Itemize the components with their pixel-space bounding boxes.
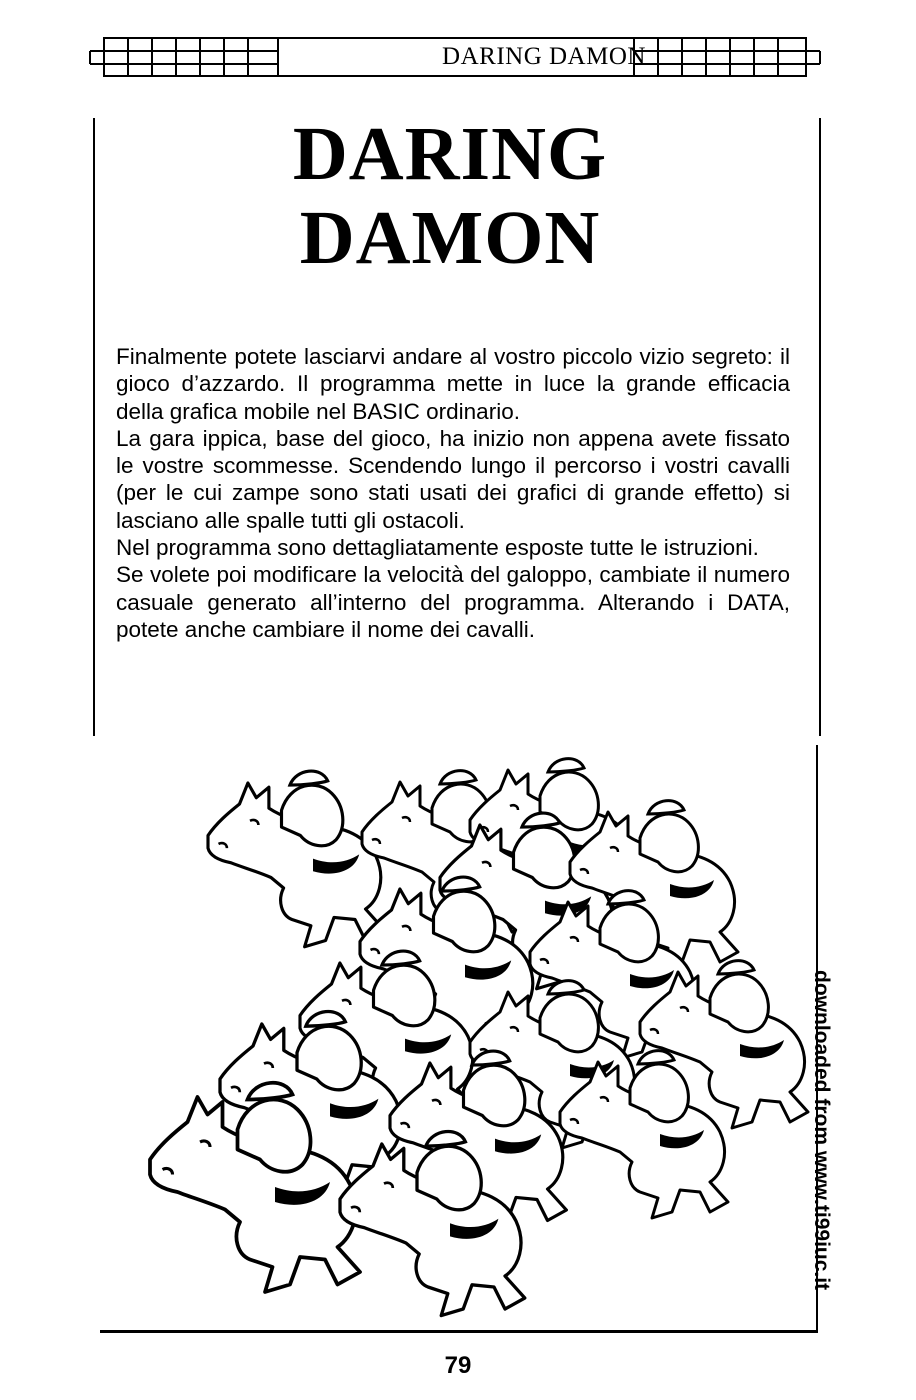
paragraph: Se volete poi modificare la velocità del galoppo, cambiate il numero casuale generato all’interno del programma. Alterando i DATA, potete anche cambiare il nome dei cavalli.: [116, 562, 790, 642]
chapter-title: [100, 112, 800, 280]
header-banner: [88, 36, 824, 78]
galloping-horses-drawing: [140, 742, 820, 1327]
page-number: 79: [444, 1352, 472, 1379]
body-text: [116, 343, 790, 643]
running-title: DARING DAMON: [442, 43, 646, 70]
paragraph: Nel programma sono dettagliatamente esposte tutte le istruzioni.: [116, 535, 759, 561]
paragraph: Finalmente potete lasciarvi andare al vostro piccolo vizio segreto: il gioco d’azzardo. Il programma mette in luce la grande efficacia della grafica mobile nel BASIC ordinario.: [116, 344, 790, 424]
right-margin-rule: [819, 118, 821, 736]
left-margin-rule: [93, 118, 95, 736]
horse-race-illustration: [140, 742, 820, 1327]
download-watermark: downloaded from www.ti99iuc.it: [810, 970, 833, 1291]
paragraph: La gara ippica, base del gioco, ha inizio non appena avete fissato le vostre scommesse. Scendendo lungo il percorso i vostri cavalli (per le cui zampe sono stati usati dei grafici di grande effetto) si lasciano alle spalle tutti gli ostacoli.: [116, 425, 790, 533]
chapter-title-line-2: DAMON: [299, 196, 601, 280]
bottom-rule: [100, 1330, 818, 1333]
chapter-title-line-1: DARING: [292, 112, 608, 196]
